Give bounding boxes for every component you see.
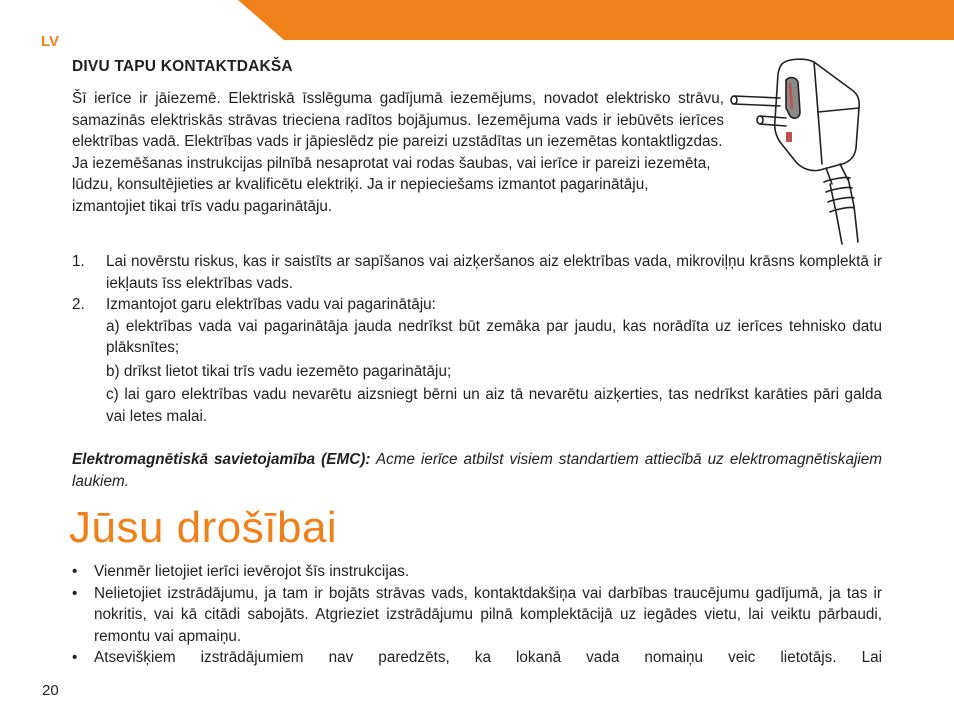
intro-paragraph-1: Šī ierīce ir jāiezemē. Elektriskā īsslēguma gadījumā iezemējums, novadot elektrisko strāvu, samazinās elektriskās strāvas trieciena radītos bojājumus. Iezemējuma vads ir iebūvēts ierīces elektrības vadā. Elektrības vads ir jāpieslēdz pie pareizi uzstādītas un iezemētas kontaktligzdas. bbox=[72, 90, 724, 150]
two-pin-plug-icon bbox=[728, 52, 898, 247]
intro-paragraph-2: Ja iezemēšanas instrukcijas pilnībā nesaprotat vai rodas šaubas, vai ierīce ir pareizi iezemēta, lūdzu, konsultējieties ar kvalificētu elektriķi. Ja ir nepieciešams izmantot pagarinātāju, izmantojiet tikai trīs vadu pagarinātāju. bbox=[72, 154, 711, 215]
bullet-icon: • bbox=[72, 563, 78, 580]
list-item bbox=[72, 294, 882, 316]
bullet-text: Vienmēr lietojiet ierīci ievērojot šīs instrukcijas. bbox=[94, 563, 410, 580]
list-item bbox=[72, 251, 882, 294]
sub-item: a) elektrības vada vai pagarinātāja jauda nedrīkst būt zemāka par jaudu, kas norādīta uz ierīces tehnisko datu plāksnītes; bbox=[106, 317, 882, 356]
section-heading: DIVU TAPU KONTAKTDAKŠA bbox=[72, 58, 293, 75]
cord-instructions-list bbox=[72, 251, 882, 427]
language-code: LV bbox=[41, 33, 60, 50]
list-item-number: 2. bbox=[72, 296, 85, 313]
list-item bbox=[72, 561, 882, 583]
bullet-icon: • bbox=[72, 649, 78, 666]
list-item bbox=[72, 583, 882, 648]
header-accent-bar bbox=[0, 0, 954, 40]
list-item-number: 1. bbox=[72, 253, 85, 270]
intro-text bbox=[72, 88, 724, 217]
sub-item: b) drīkst lietot tikai trīs vadu iezemēto pagarinātāju; bbox=[106, 362, 452, 380]
emc-text: Acme ierīce atbilst visiem standartiem attiecībā uz elektromagnētiskajiem laukiem. bbox=[72, 451, 882, 490]
page-number: 20 bbox=[42, 682, 59, 699]
list-item bbox=[72, 647, 882, 669]
bullet-icon: • bbox=[72, 584, 78, 602]
list-item-text: Izmantojot garu elektrības vadu vai pagarinātāju: bbox=[106, 296, 436, 313]
bullet-text: Atsevišķiem izstrādājumiem nav paredzēts, ka lokanā vada nomaiņu veic lietotājs. Lai bbox=[94, 649, 882, 666]
safety-bullet-list bbox=[72, 561, 882, 669]
emc-label: Elektromagnētiskā savietojamība (EMC): bbox=[72, 451, 371, 468]
bullet-text: Nelietojiet izstrādājumu, ja tam ir bojāts strāvas vads, kontaktdakšiņa vai darbības traucējumu gadījumā, ja tas ir nokritis, vai kā citādi sabojāts. Atgrieziet izstrādājumu pilnā komplektācijā uz iegādes vietu, lai veiktu pārbaudi, remontu vai apmaiņu. bbox=[94, 584, 882, 645]
sub-item: c) lai garo elektrības vadu nevarētu aizsniegt bērni un aiz tā nevarētu aizķerties, tas nedrīkst karāties pāri galda vai letes malai. bbox=[106, 386, 882, 425]
list-item-text: Lai novērstu riskus, kas ir saistīts ar sapīšanos vai aizķeršanos aiz elektrības vada, mikroviļņu krāsns komplektā ir iekļauts īss elektrības vads. bbox=[106, 253, 882, 292]
emc-statement bbox=[72, 449, 882, 492]
safety-title: Jūsu drošībai bbox=[69, 503, 338, 552]
